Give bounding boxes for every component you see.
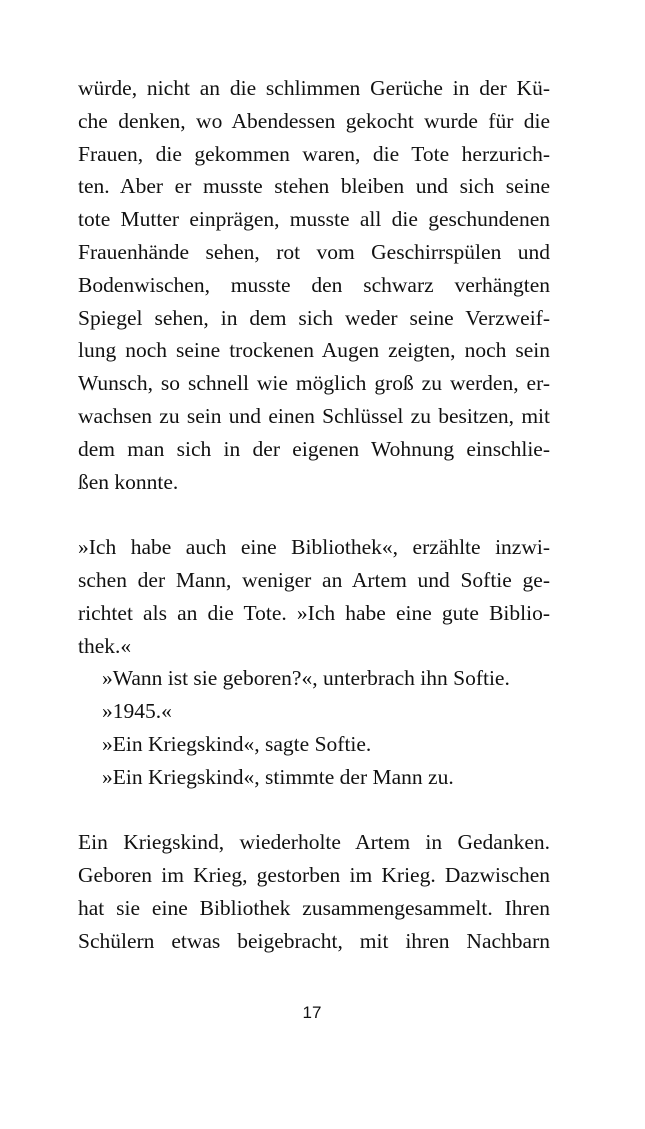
text-line: thek.« [78,633,132,658]
text-line: Spiegel sehen, in dem sich weder seine Verzweif- [78,305,550,330]
text-line: »Ich habe auch eine Bibliothek«, erzählte inzwi- [78,535,550,560]
paragraph-2 [78,531,550,662]
text-line: ten. Aber er musste stehen bleiben und sich seine [78,174,550,199]
dialogue-line: »Wann ist sie geboren?«, unterbrach ihn Softie. [102,666,510,691]
text-line: Frauen, die gekommen waren, die Tote herzurich- [78,141,550,166]
dialogue-line: »Ein Kriegskind«, stimmte der Mann zu. [102,764,454,789]
text-line: Schülern etwas beigebracht, mit ihren Nachbarn [78,928,550,953]
text-line: Ein Kriegskind, wiederholte Artem in Gedanken. [78,830,550,855]
text-line: Frauenhände sehen, rot vom Geschirrspülen und [78,239,550,264]
text-line: Wunsch, so schnell wie möglich groß zu werden, er- [78,371,550,396]
text-line: Bodenwischen, musste den schwarz verhängten [78,272,550,297]
text-line: tote Mutter einprägen, musste all die geschundenen [78,207,550,232]
dialogue-line: »1945.« [102,699,172,724]
paragraph-spacer [78,498,550,531]
text-line: Geboren im Krieg, gestorben im Krieg. Dazwischen [78,863,550,888]
text-line: hat sie eine Bibliothek zusammengesammelt. Ihren [78,895,550,920]
dialogue-line: »Ein Kriegskind«, sagte Softie. [102,731,372,756]
text-line: richtet als an die Tote. »Ich habe eine gute Biblio- [78,600,550,625]
book-page-text [78,72,550,958]
text-line: schen der Mann, weniger an Artem und Softie ge- [78,567,550,592]
page-number: 17 [302,1003,322,1022]
text-line: lung noch seine trockenen Augen zeigten, noch sein [78,338,550,363]
text-line: ßen konnte. [78,469,179,494]
paragraph-spacer [78,794,550,827]
text-line: dem man sich in der eigenen Wohnung einschlie- [78,436,550,461]
paragraph-3 [78,826,550,957]
text-line: würde, nicht an die schlimmen Gerüche in der Kü- [78,76,550,100]
text-line: che denken, wo Abendessen gekocht wurde für die [78,108,550,133]
text-line: wachsen zu sein und einen Schlüssel zu besitzen, mit [78,403,550,428]
paragraph-1 [78,72,550,498]
dialogue-block [78,662,550,793]
